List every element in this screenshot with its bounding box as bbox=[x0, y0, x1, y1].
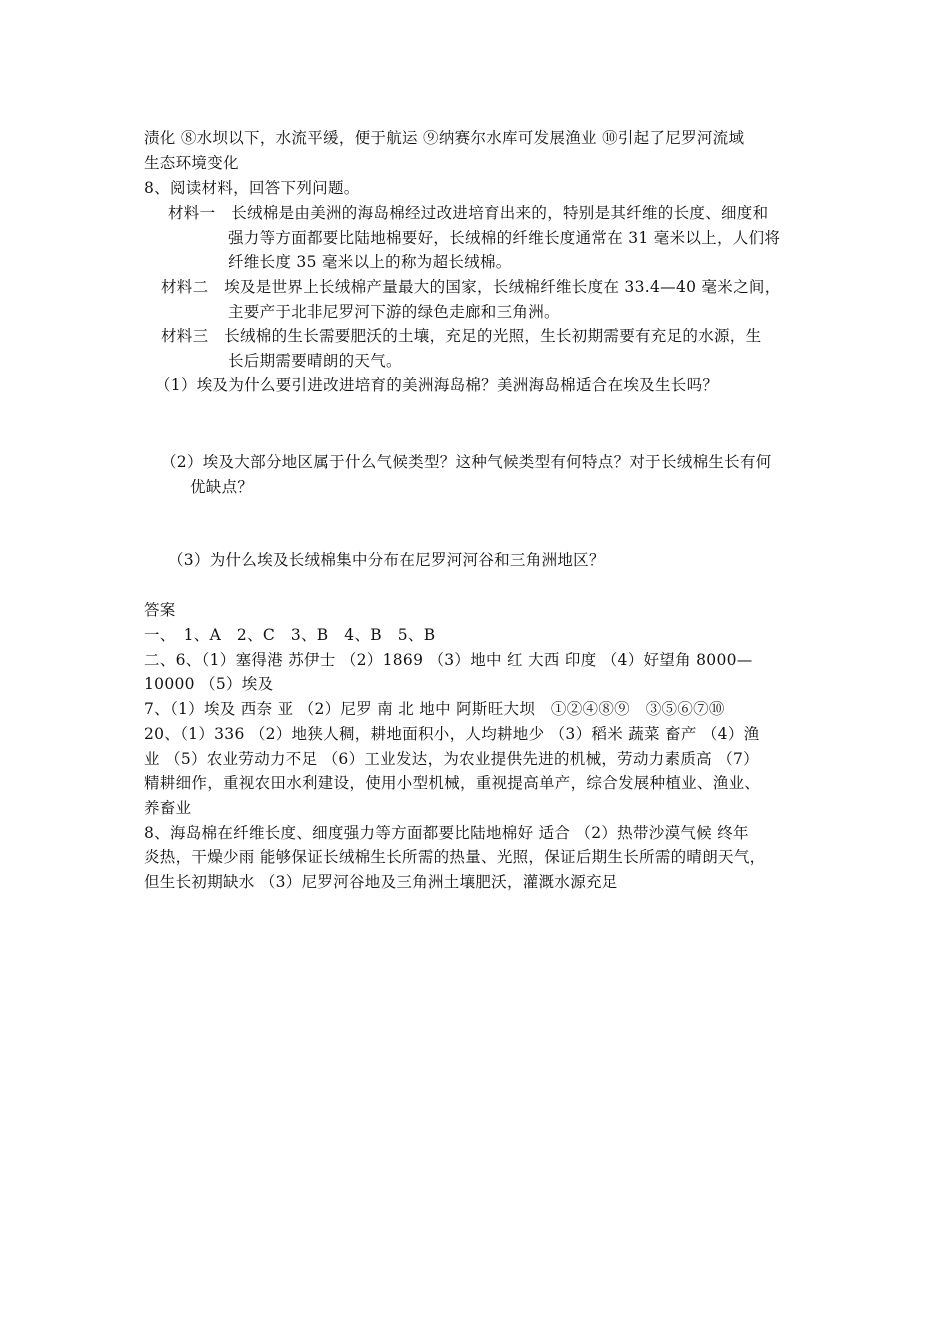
sub-question-2: 优缺点？ bbox=[190, 478, 254, 496]
sub-question-1: （1）埃及为什么要引进改进培育的美洲海岛棉？美洲海岛棉适合在埃及生长吗？ bbox=[155, 376, 719, 394]
answer-line: 炎热，干燥少雨 能够保证长绒棉生长所需的热量、光照，保证后期生长所需的晴朗天气， bbox=[144, 848, 766, 866]
answer-line: 10000 （5）埃及 bbox=[144, 675, 274, 693]
question-8-heading: 8、阅读材料，回答下列问题。 bbox=[144, 179, 360, 197]
answer-line: 二、6、（1）塞得港 苏伊士 （2）1869 （3）地中 红 大西 印度 （4）好望角 8000— bbox=[144, 651, 753, 669]
text-line: 生态环境变化 bbox=[144, 154, 239, 172]
answer-line: 精耕细作，重视农田水利建设，使用小型机械，重视提高单产，综合发展种植业、渔业、 bbox=[144, 774, 761, 792]
answer-line: 业 （5）农业劳动力不足 （6）工业发达，为农业提供先进的机械，劳动力素质高 （7） bbox=[144, 750, 759, 768]
answer-line: 8、海岛棉在纤维长度、细度强力等方面都要比陆地棉好 适合 （2）热带沙漠气候 终年 bbox=[144, 824, 749, 842]
material-2-text: 主要产于北非尼罗河下游的绿色走廊和三角洲。 bbox=[228, 303, 560, 321]
material-1-text: 纤维长度 35 毫米以上的称为超长绒棉。 bbox=[228, 253, 512, 271]
answer-line: 但生长初期缺水 （3）尼罗河谷地及三角洲土壤肥沃，灌溉水源充足 bbox=[144, 873, 618, 891]
material-2-text: 材料二 埃及是世界上长绒棉产量最大的国家，长绒棉纤维长度在 33.4—40 毫米之间， bbox=[161, 278, 781, 296]
material-1-text: 材料一 长绒棉是由美洲的海岛棉经过改进培育出来的，特别是其纤维的长度、细度和 bbox=[168, 204, 769, 222]
text-line: 渍化 ⑧水坝以下，水流平缓，便于航运 ⑨纳赛尔水库可发展渔业 ⑩引起了尼罗河流域 bbox=[144, 129, 745, 147]
answer-line: 20、（1）336 （2）地狭人稠，耕地面积小，人均耕地少 （3）稻米 蔬菜 畜产 （4）渔 bbox=[144, 725, 760, 743]
sub-question-3: （3）为什么埃及长绒棉集中分布在尼罗河河谷和三角洲地区？ bbox=[168, 551, 605, 569]
sub-question-2: （2）埃及大部分地区属于什么气候类型？这种气候类型有何特点？对于长绒棉生长有何 bbox=[161, 453, 772, 471]
material-3-text: 材料三 长绒棉的生长需要肥沃的土壤，充足的光照，生长初期需要有充足的水源，生 bbox=[161, 327, 762, 345]
material-3-text: 长后期需要晴朗的天气。 bbox=[228, 352, 402, 370]
answer-line: 养畜业 bbox=[144, 799, 192, 817]
answer-line: 7、（1）埃及 西奈 亚 （2）尼罗 南 北 地中 阿斯旺大坝 ①②④⑧⑨ ③⑤⑥⑦⑩ bbox=[144, 700, 725, 718]
answer-line: 一、 1、A 2、C 3、B 4、B 5、B bbox=[144, 626, 436, 644]
answers-heading: 答案 bbox=[144, 601, 176, 619]
material-1-text: 强力等方面都要比陆地棉要好，长绒棉的纤维长度通常在 31 毫米以上，人们将 bbox=[228, 229, 781, 247]
